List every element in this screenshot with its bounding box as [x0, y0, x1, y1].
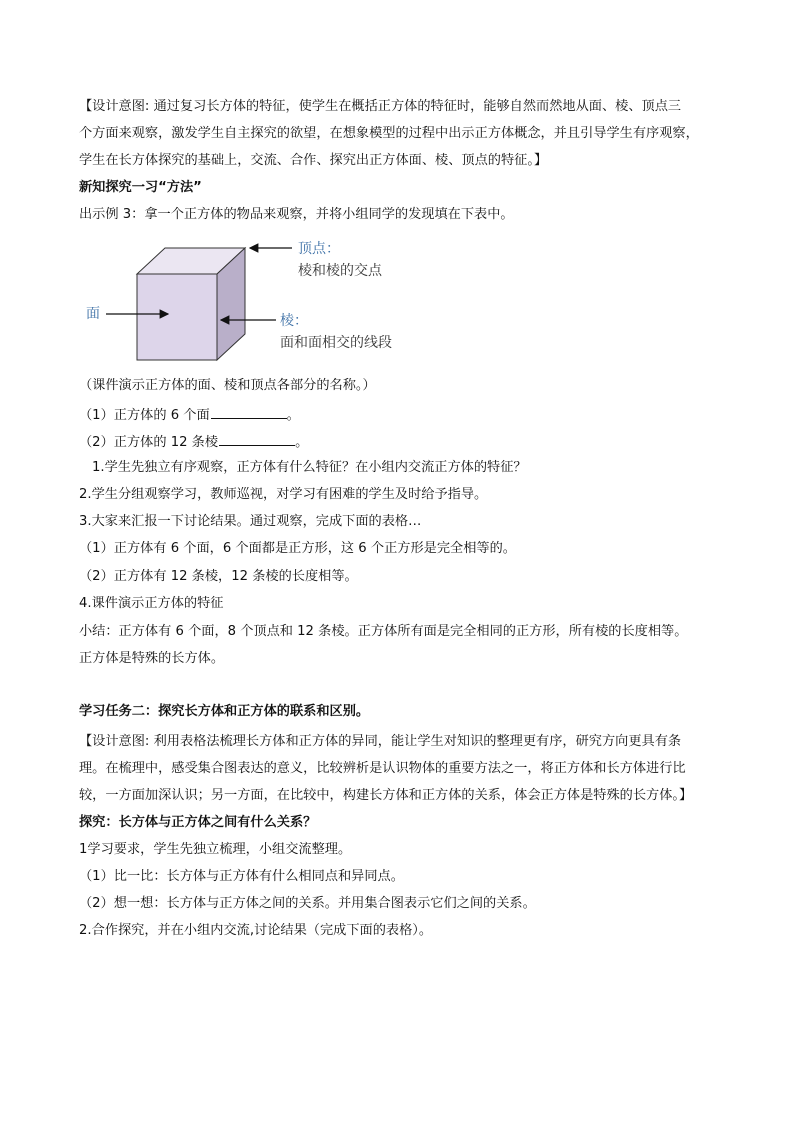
step-4: 4.课件演示正方体的特征	[79, 596, 224, 611]
section-heading-new-knowledge: 新知探究一习“方法”	[79, 180, 202, 195]
step-3: 3.大家来汇报一下讨论结果。通过观察，完成下面的表格…	[79, 514, 422, 529]
courseware-demo-note: （课件演示正方体的面、棱和顶点各部分的名称。）	[79, 378, 376, 393]
vertex-description: 棱和棱的交点	[298, 263, 382, 279]
explore-item-1a: （1）比一比：长方体与正方体有什么相同点和异同点。	[79, 869, 404, 884]
step-3-item-2: （2）正方体有 12 条棱，12 条棱的长度相等。	[79, 569, 358, 584]
vertex-title: 顶点：	[298, 241, 340, 257]
explore-item-2: 2.合作探究，并在小组内交流,讨论结果（完成下面的表格）。	[79, 923, 433, 938]
example-3-text: 出示例 3：拿一个正方体的物品来观察，并将小组同学的发现填在下表中。	[79, 207, 514, 222]
fill-in-edges-blank[interactable]	[219, 433, 295, 446]
fill-in-edges-suffix: 。	[295, 435, 309, 450]
cube-diagram	[80, 236, 440, 366]
fill-in-edges	[79, 433, 308, 451]
edge-title: 棱：	[280, 313, 308, 329]
design-intent-1-line-3: 学生在长方体探究的基础上，交流、合作、探究出正方体面、棱、顶点的特征。】	[79, 153, 548, 168]
design-intent-2-line-2: 理。在梳理中，感受集合图表达的意义，比较辨析是认识物体的重要方法之一，将正方体和长方体进行比	[79, 761, 686, 776]
step-2: 2.学生分组观察学习，教师巡视，对学习有困难的学生及时给予指导。	[79, 487, 488, 502]
fill-in-faces-blank[interactable]	[211, 406, 287, 419]
summary-line-2: 正方体是特殊的长方体。	[79, 651, 225, 666]
design-intent-1-line-2: 个方面来观察，激发学生自主探究的欲望，在想象模型的过程中出示正方体概念，并且引导学生有序观察，	[79, 126, 699, 141]
learning-task-2-heading: 学习任务二：探究长方体和正方体的联系和区别。	[79, 704, 370, 719]
face-label: 面	[86, 306, 100, 322]
edge-description: 面和面相交的线段	[280, 335, 392, 351]
fill-in-edges-label: （2）正方体的 12 条棱	[79, 435, 219, 450]
step-1: 1.学生先独立有序观察，正方体有什么特征？在小组内交流正方体的特征？	[92, 460, 527, 475]
explore-item-1b: （2）想一想：长方体与正方体之间的关系。并用集合图表示它们之间的关系。	[79, 896, 536, 911]
cube-front-face	[137, 274, 217, 360]
design-intent-2-line-3: 较，一方面加深认识；另一方面，在比较中，构建长方体和正方体的关系，体会正方体是特殊的长方体。】	[79, 788, 693, 803]
explore-item-1: 1学习要求，学生先独立梳理，小组交流整理。	[79, 842, 352, 857]
fill-in-faces-label: （1）正方体的 6 个面	[79, 408, 210, 423]
design-intent-2-line-1: 【设计意图: 利用表格法梳理长方体和正方体的异同，能让学生对知识的整理更有序，研究方向更具有条	[79, 734, 682, 749]
fill-in-faces-suffix: 。	[286, 408, 300, 423]
summary-line-1: 小结：正方体有 6 个面，8 个顶点和 12 条棱。正方体所有面是完全相同的正方形，所有棱的长度相等。	[79, 624, 688, 639]
step-3-item-1: （1）正方体有 6 个面，6 个面都是正方形，这 6 个正方形是完全相等的。	[79, 541, 516, 556]
design-intent-1-line-1: 【设计意图: 通过复习长方体的特征，使学生在概括正方体的特征时，能够自然而然地从面、棱、顶点三	[79, 99, 682, 114]
explore-heading: 探究：长方体与正方体之间有什么关系？	[79, 815, 317, 830]
fill-in-faces	[79, 406, 300, 424]
